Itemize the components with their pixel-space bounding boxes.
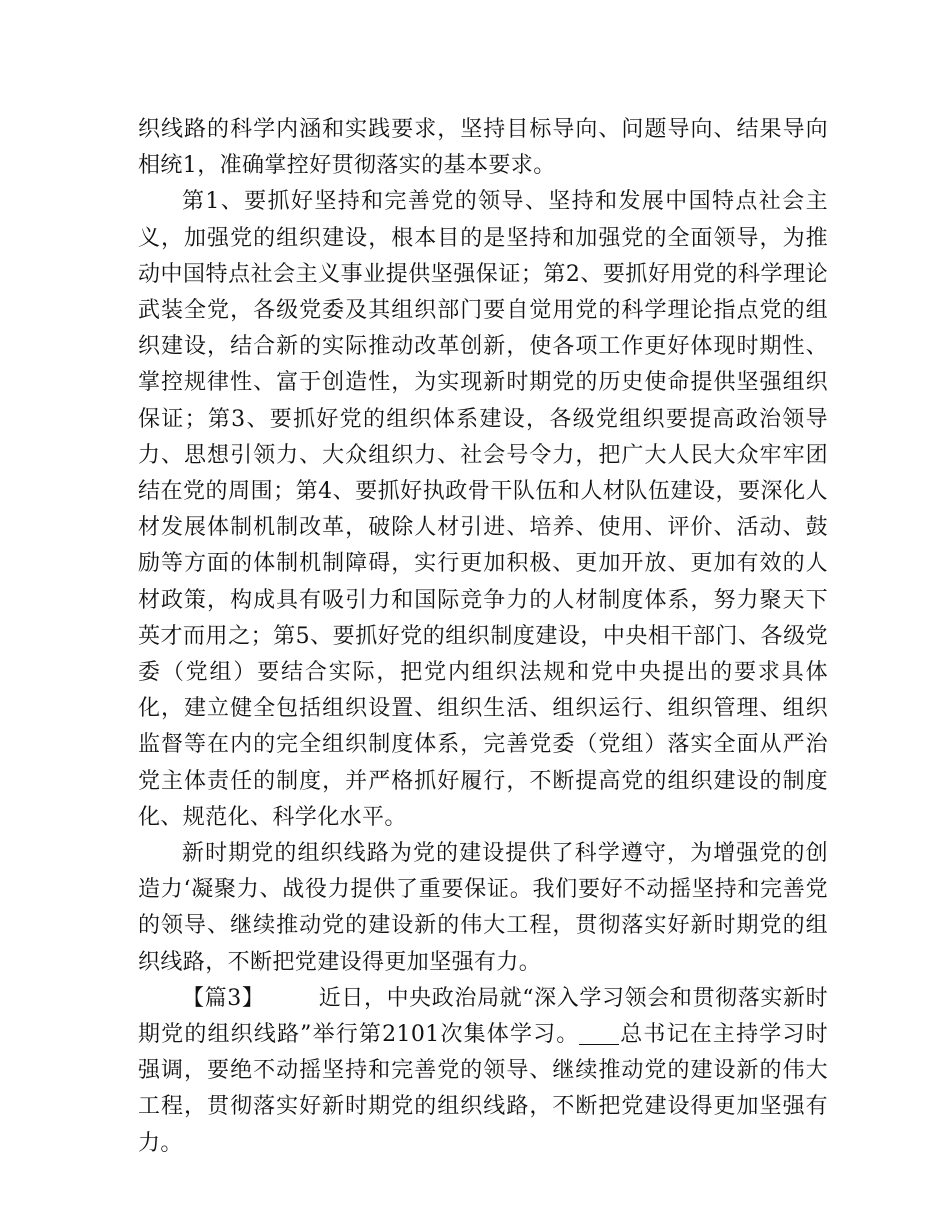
blank-line	[579, 1022, 619, 1045]
document-page	[138, 112, 828, 1162]
paragraph-2: 第1、要抓好坚持和完善党的领导、坚持和发展中国特点社会主义，加强党的组织建设，根本目的是坚持和加强党的全面领导，为推动中国特点社会主义事业提供坚强保证；第2、要抓好用党的科学理论武装全党，各级党委及其组织部门要自觉用党的科学理论指点党的组织建设，结合新的实际推动改革创新，使各项工作更好体现时期性、掌控规律性、富于创造性，为实现新时期党的历史使命提供坚强组织保证；第3、要抓好党的组织体系建设，各级党组织要提高政治领导力、思想引领力、大众组织力、社会号令力，把广大人民大众牢牢团结在党的周围；第4、要抓好执政骨干队伍和人材队伍建设，要深化人材发展体制机制改革，破除人材引进、培养、使用、评价、活动、鼓励等方面的体制机制障碍，实行更加积极、更加开放、更加有效的人材政策，构成具有吸引力和国际竞争力的人材制度体系，努力聚天下英才而用之；第5、要抓好党的组织制度建设，中央相干部门、各级党委（党组）要结合实际，把党内组织法规和党中央提出的要求具体化，建立健全包括组织设置、组织生活、组织运行、组织管理、组织监督等在内的完全组织制度体系，完善党委（党组）落实全面从严治党主体责任的制度，并严格抓好履行，不断提高党的组织建设的制度化、规范化、科学化水平。	[138, 189, 828, 830]
paragraph-3: 新时期党的组织线路为党的建设提供了科学遵守，为增强党的创造力‘凝聚力、战役力提供了重要保证。我们要好不动摇坚持和完善党的领导、继续推动党的建设新的伟大工程，贯彻落实好新时期党的组织线路，不断把党建设得更加坚强有力。	[138, 841, 828, 975]
paragraph-4-text-before-blank: 近日，中央政治局就“深入学习领会和贯彻落实新时期党的组织线路”举行第2101次集体学习。	[138, 985, 828, 1048]
paragraph-1: 织线路的科学内涵和实践要求，坚持目标导向、问题导向、结果导向相统1，准确掌控好贯彻落实的基本要求。	[138, 117, 828, 179]
section-marker: 【篇3】	[182, 985, 265, 1011]
paragraph-4	[138, 981, 828, 1162]
paragraph-4-text-after-blank: 总书记在主持学习时强调，要绝不动摇坚持和完善党的领导、继续推动党的建设新的伟大工程，贯彻落实好新时期党的组织线路，不断把党建设得更加坚强有力。	[138, 1022, 829, 1156]
